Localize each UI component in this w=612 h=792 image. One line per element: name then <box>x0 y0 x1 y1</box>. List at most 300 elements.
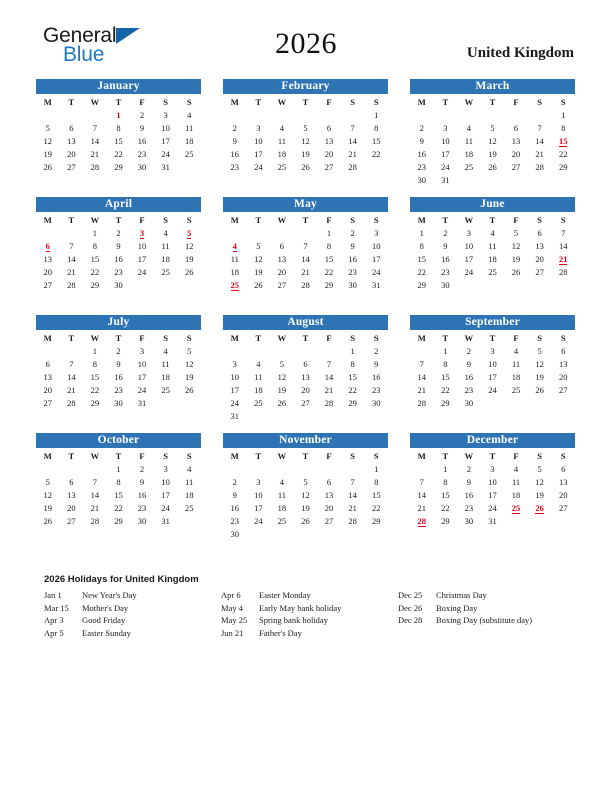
day-cell[interactable]: 21 <box>417 502 427 513</box>
day-cell[interactable]: 14 <box>67 371 76 382</box>
day-cell[interactable]: 6 <box>326 476 332 487</box>
day-cell[interactable]: 23 <box>417 161 427 172</box>
day-cell[interactable]: 23 <box>137 502 147 513</box>
day-cell[interactable]: 19 <box>184 371 194 382</box>
day-cell[interactable]: 21 <box>67 266 76 277</box>
day-cell[interactable]: 14 <box>558 240 568 251</box>
day-cell[interactable]: 15 <box>441 489 450 500</box>
day-cell[interactable]: 2 <box>443 227 448 238</box>
day-cell[interactable]: 25 <box>184 502 194 513</box>
day-cell[interactable]: 7 <box>92 122 98 133</box>
day-cell[interactable]: 7 <box>419 476 424 487</box>
day-cell[interactable]: 5 <box>537 463 542 474</box>
day-cell[interactable]: 13 <box>67 135 76 146</box>
day-cell[interactable]: 6 <box>513 122 519 133</box>
day-cell[interactable]: 3 <box>232 358 237 369</box>
day-cell[interactable]: 7 <box>326 358 332 369</box>
day-cell[interactable]: 22 <box>371 502 381 513</box>
day-cell[interactable]: 1 <box>116 463 121 474</box>
day-cell[interactable]: 28 <box>348 515 357 526</box>
day-cell[interactable]: 20 <box>535 253 544 264</box>
day-cell[interactable]: 4 <box>513 463 519 474</box>
day-cell[interactable]: 2 <box>232 122 237 133</box>
day-cell[interactable]: 27 <box>535 266 544 277</box>
day-cell[interactable]: 2 <box>374 345 379 356</box>
day-cell[interactable]: 29 <box>417 279 427 290</box>
day-cell[interactable]: 24 <box>488 502 497 513</box>
day-cell[interactable]: 19 <box>301 502 310 513</box>
day-cell[interactable]: 19 <box>535 371 544 382</box>
day-cell[interactable]: 17 <box>137 371 147 382</box>
day-cell[interactable]: 20 <box>43 384 53 395</box>
day-cell[interactable]: 3 <box>163 109 168 120</box>
day-cell[interactable]: 12 <box>535 358 544 369</box>
day-cell[interactable]: 7 <box>92 476 98 487</box>
day-cell[interactable]: 18 <box>277 148 287 159</box>
day-cell[interactable]: 28 <box>67 279 76 290</box>
day-cell[interactable]: 24 <box>137 384 147 395</box>
day-cell[interactable]: 30 <box>114 397 123 408</box>
day-cell[interactable]: 6 <box>69 122 74 133</box>
day-cell[interactable]: 9 <box>139 476 145 487</box>
day-cell[interactable]: 16 <box>348 253 357 264</box>
day-cell[interactable]: 23 <box>371 384 381 395</box>
day-cell[interactable]: 10 <box>230 371 240 382</box>
day-cell[interactable]: 31 <box>230 410 240 421</box>
day-cell[interactable]: 19 <box>488 148 497 159</box>
day-cell[interactable]: 6 <box>537 227 542 238</box>
day-cell[interactable]: 6 <box>561 345 566 356</box>
day-cell[interactable]: 2 <box>116 227 121 238</box>
day-cell[interactable]: 18 <box>511 371 521 382</box>
day-cell[interactable]: 8 <box>116 122 121 133</box>
day-cell[interactable]: 11 <box>185 476 194 487</box>
day-cell[interactable]: 27 <box>67 161 76 172</box>
day-cell[interactable]: 24 <box>441 161 450 172</box>
day-cell[interactable]: 11 <box>161 358 170 369</box>
day-cell[interactable]: 7 <box>537 122 542 133</box>
day-cell[interactable]: 18 <box>161 253 170 264</box>
day-cell[interactable]: 13 <box>535 240 544 251</box>
day-cell[interactable]: 11 <box>185 122 194 133</box>
day-cell[interactable]: 21 <box>67 384 76 395</box>
day-cell-holiday[interactable] <box>410 514 434 527</box>
day-cell[interactable]: 4 <box>256 358 261 369</box>
day-cell[interactable]: 6 <box>279 240 285 251</box>
day-cell[interactable]: 28 <box>67 397 76 408</box>
day-cell[interactable]: 14 <box>90 135 100 146</box>
day-cell[interactable]: 12 <box>535 476 544 487</box>
day-cell[interactable]: 15 <box>441 371 450 382</box>
day-cell[interactable]: 26 <box>43 515 53 526</box>
day-cell[interactable]: 30 <box>441 279 450 290</box>
day-cell[interactable]: 15 <box>90 253 100 264</box>
day-cell[interactable]: 24 <box>161 502 170 513</box>
day-cell[interactable]: 16 <box>441 253 450 264</box>
day-cell[interactable]: 8 <box>443 476 448 487</box>
day-cell[interactable]: 7 <box>350 476 355 487</box>
day-cell[interactable]: 21 <box>417 384 427 395</box>
day-cell[interactable]: 2 <box>139 109 145 120</box>
day-cell[interactable]: 23 <box>464 502 474 513</box>
day-cell[interactable]: 30 <box>137 515 147 526</box>
day-cell[interactable]: 6 <box>303 358 308 369</box>
day-cell[interactable]: 28 <box>324 397 334 408</box>
day-cell-holiday[interactable]: 1 <box>116 109 121 120</box>
day-cell[interactable]: 29 <box>348 397 357 408</box>
day-cell[interactable]: 31 <box>161 515 170 526</box>
day-cell[interactable]: 24 <box>137 266 147 277</box>
day-cell[interactable]: 5 <box>303 476 308 487</box>
day-cell[interactable]: 20 <box>301 384 310 395</box>
day-cell[interactable]: 15 <box>114 135 123 146</box>
day-cell[interactable]: 28 <box>558 266 568 277</box>
day-cell[interactable]: 24 <box>254 515 263 526</box>
day-cell[interactable]: 17 <box>464 253 474 264</box>
day-cell-holiday[interactable] <box>177 226 201 239</box>
day-cell[interactable]: 13 <box>558 358 568 369</box>
day-cell[interactable]: 29 <box>114 161 123 172</box>
day-cell[interactable]: 30 <box>464 397 474 408</box>
day-cell[interactable]: 16 <box>417 148 427 159</box>
day-cell[interactable]: 10 <box>161 476 170 487</box>
day-cell[interactable]: 1 <box>443 463 448 474</box>
day-cell[interactable]: 26 <box>301 515 310 526</box>
day-cell[interactable]: 14 <box>348 135 357 146</box>
day-cell[interactable]: 22 <box>90 266 100 277</box>
day-cell[interactable]: 22 <box>441 502 450 513</box>
day-cell-holiday[interactable] <box>551 134 575 147</box>
day-cell[interactable]: 22 <box>114 502 123 513</box>
day-cell-holiday[interactable] <box>36 239 60 252</box>
day-cell[interactable]: 28 <box>348 161 357 172</box>
day-cell[interactable]: 31 <box>441 174 450 185</box>
day-cell[interactable]: 27 <box>324 161 334 172</box>
day-cell[interactable]: 18 <box>184 135 194 146</box>
day-cell[interactable]: 20 <box>324 502 334 513</box>
day-cell[interactable]: 11 <box>464 135 473 146</box>
day-cell[interactable]: 2 <box>466 463 472 474</box>
day-cell[interactable]: 9 <box>232 489 237 500</box>
day-cell[interactable]: 25 <box>277 515 287 526</box>
day-cell[interactable]: 9 <box>116 240 121 251</box>
day-cell[interactable]: 5 <box>187 345 192 356</box>
day-cell-holiday[interactable] <box>504 501 528 514</box>
day-cell[interactable]: 17 <box>161 489 170 500</box>
day-cell[interactable]: 9 <box>232 135 237 146</box>
day-cell[interactable]: 1 <box>561 109 566 120</box>
day-cell[interactable]: 8 <box>350 358 355 369</box>
day-cell[interactable]: 22 <box>90 384 100 395</box>
day-cell[interactable]: 9 <box>116 358 121 369</box>
day-cell[interactable]: 8 <box>374 122 379 133</box>
day-cell[interactable]: 26 <box>535 384 544 395</box>
day-cell[interactable]: 18 <box>488 253 497 264</box>
day-cell[interactable]: 9 <box>419 135 424 146</box>
day-cell[interactable]: 16 <box>137 489 147 500</box>
day-cell[interactable]: 10 <box>464 240 474 251</box>
day-cell[interactable]: 8 <box>116 476 121 487</box>
day-cell[interactable]: 9 <box>443 240 448 251</box>
day-cell[interactable]: 8 <box>419 240 424 251</box>
day-cell[interactable]: 1 <box>443 345 448 356</box>
day-cell[interactable]: 10 <box>371 240 381 251</box>
day-cell[interactable]: 29 <box>441 515 450 526</box>
day-cell[interactable]: 17 <box>488 489 497 500</box>
day-cell[interactable]: 10 <box>161 122 170 133</box>
day-cell[interactable]: 12 <box>277 371 287 382</box>
day-cell[interactable]: 12 <box>488 135 497 146</box>
day-cell[interactable]: 21 <box>324 384 334 395</box>
day-cell[interactable]: 13 <box>301 371 310 382</box>
day-cell[interactable]: 9 <box>350 240 355 251</box>
day-cell[interactable]: 4 <box>490 227 495 238</box>
day-cell[interactable]: 31 <box>371 279 381 290</box>
day-cell[interactable]: 10 <box>137 358 147 369</box>
day-cell[interactable]: 29 <box>90 279 100 290</box>
day-cell[interactable]: 16 <box>371 371 381 382</box>
day-cell[interactable]: 27 <box>511 161 521 172</box>
day-cell[interactable]: 1 <box>92 227 98 238</box>
day-cell[interactable]: 1 <box>419 227 424 238</box>
day-cell[interactable]: 20 <box>67 502 76 513</box>
day-cell[interactable]: 26 <box>184 266 194 277</box>
day-cell[interactable]: 13 <box>43 253 53 264</box>
day-cell[interactable]: 31 <box>161 161 170 172</box>
day-cell[interactable]: 29 <box>371 515 381 526</box>
day-cell[interactable]: 27 <box>301 397 310 408</box>
day-cell[interactable]: 30 <box>137 161 147 172</box>
day-cell[interactable]: 13 <box>324 135 334 146</box>
day-cell[interactable]: 16 <box>464 489 474 500</box>
day-cell[interactable]: 26 <box>43 161 53 172</box>
day-cell[interactable]: 3 <box>490 463 495 474</box>
day-cell[interactable]: 30 <box>464 515 474 526</box>
day-cell[interactable]: 18 <box>184 489 194 500</box>
day-cell[interactable]: 6 <box>69 476 74 487</box>
day-cell[interactable]: 17 <box>254 502 263 513</box>
day-cell[interactable]: 16 <box>114 371 123 382</box>
day-cell[interactable]: 1 <box>374 109 379 120</box>
day-cell[interactable]: 7 <box>350 122 355 133</box>
day-cell[interactable]: 3 <box>256 476 261 487</box>
day-cell[interactable]: 29 <box>441 397 450 408</box>
day-cell[interactable]: 15 <box>90 371 100 382</box>
day-cell[interactable]: 5 <box>45 122 50 133</box>
day-cell[interactable]: 18 <box>464 148 474 159</box>
day-cell[interactable]: 20 <box>558 371 568 382</box>
day-cell[interactable]: 8 <box>561 122 566 133</box>
day-cell[interactable]: 12 <box>511 240 521 251</box>
day-cell[interactable]: 23 <box>137 148 147 159</box>
day-cell[interactable]: 7 <box>69 358 74 369</box>
day-cell[interactable]: 4 <box>163 227 168 238</box>
day-cell[interactable]: 7 <box>303 240 308 251</box>
day-cell[interactable]: 12 <box>43 135 53 146</box>
day-cell[interactable]: 19 <box>254 266 263 277</box>
day-cell[interactable]: 19 <box>43 148 53 159</box>
day-cell[interactable]: 20 <box>67 148 76 159</box>
day-cell[interactable]: 23 <box>441 266 450 277</box>
day-cell[interactable]: 12 <box>184 240 194 251</box>
day-cell[interactable]: 14 <box>90 489 100 500</box>
day-cell[interactable]: 16 <box>137 135 147 146</box>
day-cell[interactable]: 28 <box>90 161 100 172</box>
day-cell[interactable]: 1 <box>350 345 355 356</box>
day-cell[interactable]: 14 <box>301 253 310 264</box>
day-cell[interactable]: 26 <box>488 161 497 172</box>
day-cell[interactable]: 7 <box>561 227 566 238</box>
day-cell[interactable]: 12 <box>301 135 310 146</box>
day-cell[interactable]: 25 <box>511 384 521 395</box>
day-cell[interactable]: 30 <box>417 174 427 185</box>
day-cell[interactable]: 28 <box>90 515 100 526</box>
day-cell[interactable]: 3 <box>139 345 145 356</box>
day-cell[interactable]: 23 <box>114 384 123 395</box>
day-cell[interactable]: 26 <box>511 266 521 277</box>
day-cell[interactable]: 13 <box>324 489 334 500</box>
day-cell[interactable]: 2 <box>419 122 424 133</box>
day-cell[interactable]: 12 <box>254 253 263 264</box>
day-cell[interactable]: 27 <box>277 279 287 290</box>
day-cell[interactable]: 24 <box>464 266 474 277</box>
day-cell[interactable]: 17 <box>161 135 170 146</box>
day-cell-holiday[interactable] <box>528 501 552 514</box>
day-cell[interactable]: 18 <box>230 266 240 277</box>
day-cell[interactable]: 22 <box>348 384 357 395</box>
day-cell[interactable]: 22 <box>441 384 450 395</box>
day-cell[interactable]: 21 <box>90 148 100 159</box>
day-cell[interactable]: 9 <box>466 358 472 369</box>
day-cell[interactable]: 12 <box>184 358 194 369</box>
day-cell[interactable]: 25 <box>184 148 194 159</box>
day-cell[interactable]: 27 <box>324 515 334 526</box>
day-cell[interactable]: 19 <box>535 489 544 500</box>
day-cell[interactable]: 24 <box>254 161 263 172</box>
day-cell[interactable]: 29 <box>324 279 334 290</box>
day-cell[interactable]: 8 <box>443 358 448 369</box>
day-cell[interactable]: 10 <box>488 476 497 487</box>
day-cell[interactable]: 18 <box>511 489 521 500</box>
day-cell[interactable]: 5 <box>490 122 495 133</box>
day-cell[interactable]: 2 <box>466 345 472 356</box>
day-cell[interactable]: 23 <box>464 384 474 395</box>
day-cell[interactable]: 5 <box>537 345 542 356</box>
day-cell[interactable]: 28 <box>535 161 544 172</box>
day-cell[interactable]: 4 <box>187 109 192 120</box>
day-cell[interactable]: 9 <box>466 476 472 487</box>
day-cell[interactable]: 20 <box>511 148 521 159</box>
day-cell-holiday[interactable] <box>130 226 154 239</box>
day-cell-holiday[interactable] <box>223 239 247 252</box>
day-cell[interactable]: 9 <box>139 122 145 133</box>
day-cell[interactable]: 17 <box>137 253 147 264</box>
day-cell[interactable]: 4 <box>279 122 285 133</box>
day-cell[interactable]: 20 <box>558 489 568 500</box>
day-cell[interactable]: 17 <box>254 148 263 159</box>
day-cell[interactable]: 15 <box>348 371 357 382</box>
day-cell[interactable]: 13 <box>43 371 53 382</box>
day-cell[interactable]: 30 <box>230 528 240 539</box>
day-cell[interactable]: 14 <box>67 253 76 264</box>
day-cell[interactable]: 11 <box>277 489 286 500</box>
day-cell[interactable]: 3 <box>466 227 472 238</box>
day-cell[interactable]: 29 <box>558 161 568 172</box>
day-cell[interactable]: 10 <box>254 489 263 500</box>
day-cell[interactable]: 5 <box>256 240 261 251</box>
day-cell[interactable]: 16 <box>464 371 474 382</box>
day-cell[interactable]: 30 <box>371 397 381 408</box>
day-cell[interactable]: 25 <box>161 384 170 395</box>
day-cell[interactable]: 21 <box>535 148 544 159</box>
day-cell[interactable]: 17 <box>441 148 450 159</box>
day-cell[interactable]: 6 <box>561 463 566 474</box>
day-cell[interactable]: 24 <box>488 384 497 395</box>
day-cell[interactable]: 2 <box>350 227 355 238</box>
day-cell[interactable]: 15 <box>114 489 123 500</box>
day-cell[interactable]: 23 <box>230 515 240 526</box>
day-cell[interactable]: 11 <box>511 476 521 487</box>
day-cell[interactable]: 25 <box>277 161 287 172</box>
day-cell[interactable]: 25 <box>161 266 170 277</box>
day-cell[interactable]: 3 <box>374 227 379 238</box>
day-cell[interactable]: 8 <box>92 358 98 369</box>
day-cell[interactable]: 31 <box>488 515 497 526</box>
day-cell[interactable]: 21 <box>301 266 310 277</box>
day-cell[interactable]: 3 <box>443 122 448 133</box>
day-cell[interactable]: 22 <box>114 148 123 159</box>
day-cell[interactable]: 17 <box>371 253 381 264</box>
day-cell[interactable]: 10 <box>441 135 450 146</box>
day-cell[interactable]: 24 <box>161 148 170 159</box>
day-cell[interactable]: 13 <box>67 489 76 500</box>
day-cell[interactable]: 21 <box>348 502 357 513</box>
day-cell[interactable]: 27 <box>43 279 53 290</box>
day-cell[interactable]: 30 <box>114 279 123 290</box>
day-cell[interactable]: 11 <box>254 371 263 382</box>
day-cell[interactable]: 18 <box>277 502 287 513</box>
day-cell[interactable]: 16 <box>230 502 240 513</box>
day-cell[interactable]: 21 <box>90 502 100 513</box>
day-cell[interactable]: 31 <box>137 397 147 408</box>
day-cell[interactable]: 5 <box>45 476 50 487</box>
day-cell[interactable]: 4 <box>513 345 519 356</box>
day-cell[interactable]: 1 <box>326 227 332 238</box>
day-cell[interactable]: 1 <box>374 463 379 474</box>
day-cell[interactable]: 19 <box>184 253 194 264</box>
day-cell[interactable]: 14 <box>324 371 334 382</box>
day-cell[interactable]: 1 <box>92 345 98 356</box>
day-cell[interactable]: 29 <box>90 397 100 408</box>
day-cell[interactable]: 22 <box>558 148 568 159</box>
day-cell[interactable]: 26 <box>277 397 287 408</box>
day-cell[interactable]: 14 <box>417 371 427 382</box>
day-cell[interactable]: 4 <box>187 463 192 474</box>
day-cell[interactable]: 5 <box>303 122 308 133</box>
day-cell[interactable]: 3 <box>163 463 168 474</box>
day-cell[interactable]: 11 <box>511 358 521 369</box>
day-cell[interactable]: 10 <box>254 135 263 146</box>
day-cell[interactable]: 23 <box>230 161 240 172</box>
day-cell[interactable]: 11 <box>277 135 286 146</box>
day-cell[interactable]: 2 <box>232 476 237 487</box>
day-cell[interactable]: 18 <box>254 384 263 395</box>
day-cell[interactable]: 6 <box>326 122 332 133</box>
day-cell[interactable]: 20 <box>324 148 334 159</box>
day-cell[interactable]: 24 <box>371 266 381 277</box>
day-cell[interactable]: 20 <box>277 266 287 277</box>
day-cell[interactable]: 7 <box>419 358 424 369</box>
